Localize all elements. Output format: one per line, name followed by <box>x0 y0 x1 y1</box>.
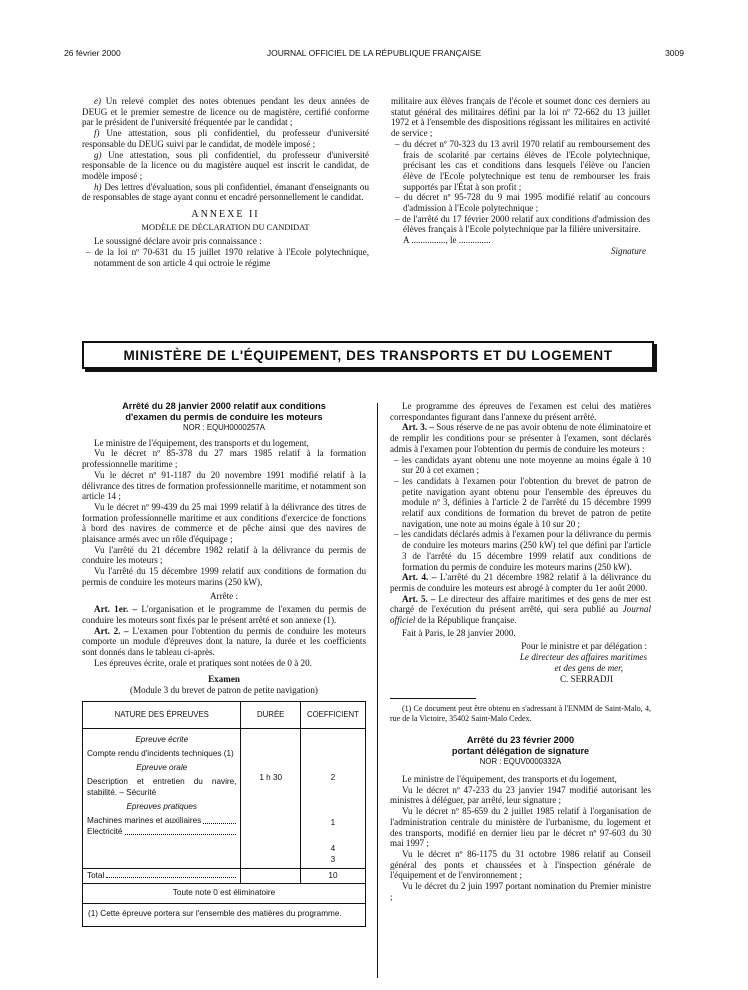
article-2: Art. 2. – L'examen pour l'obtention du permis de conduire les moteurs comporte un module d'épreuves dont la nature, la durée et les coefficients sont donnés dans le tableau ci-après. <box>82 625 366 658</box>
list-item: h) Des lettres d'évaluation, sous pli confidentiel, émanant d'enseignants ou de responsables de stage ayant connu et encadré personnellement le candidat. <box>82 181 369 203</box>
signatory-name: C. SERRADJI <box>559 673 613 684</box>
declaration-dash-item: – de la loi nº 70-631 du 15 juillet 1970 relative à l'Ecole polytechnique, notamment de son article 4 qui octroie le régime <box>86 247 369 268</box>
signed-place-date: Fait à Paris, le 28 janvier 2000. <box>402 627 516 638</box>
visa-line: Le ministre de l'équipement, des transports et du logement, <box>94 437 309 448</box>
table-footnote: (1) Cette épreuve portera sur l'ensemble des matières du programme. <box>83 904 366 927</box>
footnote-rule <box>390 698 476 699</box>
arrete-1-nor: NOR : EQUH0000257A <box>183 423 265 432</box>
table-row <box>83 904 366 927</box>
practical-coef: 4 <box>330 844 336 854</box>
footnote: (1) Ce document peut être obtenu en s'adressant à l'ENMM de Saint-Malo, 4, rue de la Victoire, 35402 Saint-Malo Cedex. <box>390 704 651 723</box>
article-3-dash-item: – les candidats ayant obtenu une note moyenne au moins égale à 10 sur 20 à cet examen ; <box>394 454 651 476</box>
table-row <box>83 728 366 868</box>
table-header-row <box>83 701 366 728</box>
exam-subtitle: (Module 3 du brevet de patron de petite navigation) <box>130 685 318 696</box>
list-item: f) Une attestation, sous pli confidentiel, du professeur d'université responsable du DEUG suivi par le candidat, de modèle imposé ; <box>82 128 370 149</box>
table-cell-duration: 1 h 30 <box>241 728 300 868</box>
practical-section-label: Epreuves pratiques <box>126 802 198 812</box>
article-3: Art. 3. – Sous réserve de ne pas avoir obtenu de note éliminatoire et de remplir les conditions pour se présenter à l'examen, sont déclarés admis à l'examen pour l'obtention du permis de conduire les moteurs : <box>390 422 651 454</box>
signature-line-2: Le directeur des affaires maritimes <box>519 652 647 663</box>
article-3-dash-item: – les candidats à l'examen pour l'obtention du brevet de patron de petite navigation ayant obtenu pour l'ensemble des épreuves du module nº 3, définies à l'article 2 de l'arrêté du 15 décembre 1999 relatif aux conditions de formation du brevet de patron de petite navigation, une note au moins égale à 10 sur 20 ; <box>394 475 651 529</box>
top-right-column <box>391 96 650 257</box>
visa-line: Vu le décret nº 99-439 du 25 mai 1999 relatif à la délivrance des titres de formation professionnelle maritime et aux conditions d'exercice de fonctions à bord des navires de commerce et de pêche ainsi que des navires de plaisance armés avec un rôle d'équipage ; <box>82 501 366 545</box>
practical-coef: 3 <box>330 854 336 864</box>
article-1: Art. 1er. – L'organisation et le programme de l'examen du permis de conduire les moteurs sont fixés par le présent arrêté et son annexe (1). <box>82 604 366 625</box>
arrete-1-title-line-2: d'examen du permis de conduire les moteurs <box>125 411 323 422</box>
column-header-duration: DURÉE <box>241 701 300 728</box>
column-divider <box>377 403 378 978</box>
visa-line: Vu le décret nº 47-233 du 23 janvier 1947 modifié autorisant les ministres à déléguer, par arrêté, leur signature ; <box>390 784 651 806</box>
visa-line: Vu le décret du 2 juin 1997 portant nomination du Premier ministre ; <box>390 881 651 902</box>
written-coef: 2 <box>330 772 336 782</box>
signature-label: Signature <box>610 245 646 256</box>
column-header-coefficient: COEFFICIENT <box>300 701 365 728</box>
arrete-2-nor: NOR : EQUV0000332A <box>479 757 562 767</box>
eliminatory-note: Toute note 0 est éliminatoire <box>83 884 366 904</box>
declaration-dash-item: – du décret nº 95-728 du 9 mai 1995 modifié relatif au concours d'admission à l'Ecole polytechnique ; <box>395 192 650 214</box>
visa-line: Vu le décret nº 85-378 du 27 mars 1985 relatif à la formation professionnelle maritime ; <box>82 448 366 470</box>
arrete-word: Arrête : <box>209 590 239 601</box>
exam-table <box>82 701 366 927</box>
header-page-number: 3009 <box>665 48 684 58</box>
arrete-1-continued <box>390 401 651 902</box>
written-section-label: Epreuve écrite <box>135 734 189 744</box>
declaration-continuation: militaire aux élèves français de l'école et soumet donc ces derniers au statut général des militaires défini par la loi nº 72-662 du 13 juillet 1972 et à l'ensemble des dispositions régissant les militaires en activité de service ; <box>391 96 650 139</box>
visa-line: Vu le décret nº 85-659 du 2 juillet 1985 relatif à l'organisation de l'administration centrale du ministère de l'urbanisme, du logement et des transports, modifié en dernier lieu par le décret nº 97-603 du 30 mai 1997 ; <box>390 806 651 849</box>
programme-note: Le programme des épreuves de l'examen est celui des matières correspondantes figurant dans l'annexe du présent arrêté. <box>390 401 651 422</box>
total-label-cell: Total <box>83 868 241 884</box>
declaration-dash-item: – de l'arrêté du 17 février 2000 relatif aux conditions d'admission des élèves français à l'Ecole polytechnique par la filière universitaire. <box>395 213 650 235</box>
practical-item: Machines marines et auxiliaires <box>87 816 236 827</box>
article-4: Art. 4. – L'arrêté du 21 décembre 1982 relatif à la délivrance du permis de conduire les moteurs est abrogé à compter du 1er août 2000. <box>390 572 651 593</box>
table-row <box>83 868 366 884</box>
signature-block <box>390 641 651 684</box>
table-row <box>83 884 366 904</box>
annex-title: ANNEXE II <box>191 209 260 221</box>
arrete-1 <box>82 401 366 927</box>
declaration-intro: Le soussigné déclare avoir pris connaissance : <box>94 236 262 247</box>
list-item: e) Un relevé complet des notes obtenues pendant les deux années de DEUG et le premier semestre de licence ou de magistère, certifié conforme par le président de l'université fréquentée par le candidat ; <box>82 96 369 128</box>
arrete-1-title-line-1: Arrêté du 28 janvier 2000 relatif aux conditions <box>122 401 326 411</box>
arrete-2-title-line-1: Arrêté du 23 février 2000 <box>466 735 575 746</box>
visa-line: Vu l'arrêté du 21 décembre 1982 relatif à la délivrance du permis de conduire les moteurs ; <box>82 544 366 566</box>
declaration-dash-item: – du décret nº 70-323 du 13 avril 1970 relatif au remboursement des frais de scolarité par certains élèves de l'Ecole polytechnique, précisant les cas et conditions dans lesquels l'élève ou l'ancien élève de l'Ecole polytechnique est tenu de rembourser les frais supportés par l'État à son profit ; <box>395 138 650 192</box>
article-5: Art. 5. – Le directeur des affaire maritimes et des gens de mer est chargé de l'exécution du présent arrêté, qui sera publié au Journal officiel de la République française. <box>390 593 651 626</box>
written-item: Compte rendu d'incidents techniques (1) <box>87 748 234 758</box>
table-cell-coefficients <box>300 728 365 868</box>
visa-line: Vu l'arrêté du 15 décembre 1999 relatif aux conditions de formation du permis de conduire les moteurs marins (250 kW), <box>82 566 366 587</box>
article-3-dash-item: – les candidats déclarés admis à l'examen pour la délivrance du permis de conduire les moteurs marins (250 kW) tel que défini par l'article 3 de l'arrêté du 15 décembre 1999 relatif aux conditions de formation du permis de conduire les moteurs marins (250 kW). <box>394 529 651 572</box>
oral-section-label: Epreuve orale <box>136 763 188 773</box>
signature-line-3: et des gens de mer, <box>554 662 623 673</box>
arrete-2-title-line-2: portant délégation de signature <box>451 745 590 756</box>
table-cell-nature <box>83 728 241 868</box>
total-coef: 10 <box>300 868 365 884</box>
visa-line: Le ministre de l'équipement, des transports et du logement, <box>402 773 617 784</box>
grading-note: Les épreuves écrite, orale et pratiques sont notées de 0 à 20. <box>94 657 312 668</box>
visa-line: Vu le décret nº 91-1187 du 20 novembre 1991 modifié relatif à la délivrance des titres de formation professionnelle maritime, et notamment son article 14 ; <box>82 469 366 502</box>
list-item: g) Une attestation, sous pli confidentiel, du professeur d'université responsable de la licence ou du magistère auquel est inscrit le candidat, de modèle imposé ; <box>82 149 369 181</box>
practical-item: Electricité <box>87 827 236 838</box>
top-left-column <box>82 96 369 269</box>
annex-subtitle: MODÈLE DE DÉCLARATION DU CANDIDAT <box>141 222 310 232</box>
header-date: 26 février 2000 <box>64 48 121 58</box>
signature-line-1: Pour le ministre et par délégation : <box>521 641 647 652</box>
column-header-nature: NATURE DES ÉPREUVES <box>83 701 241 728</box>
place-date-line: A ..............., le .............. <box>403 235 491 246</box>
oral-item: Description et entretien du navire, stabilité. – Sécurité <box>87 776 237 797</box>
header-title: JOURNAL OFFICIEL DE LA RÉPUBLIQUE FRANÇAISE <box>266 48 482 58</box>
ministry-banner: MINISTÈRE DE L'ÉQUIPEMENT, DES TRANSPORTS ET DU LOGEMENT <box>82 341 654 369</box>
visa-line: Vu le décret nº 86-1175 du 31 octobre 1986 relatif au Conseil général des ponts et chaussées et à l'inspection générale de l'équipement et de l'environnement ; <box>390 848 651 881</box>
oral-coef: 1 <box>330 817 336 827</box>
exam-title: Examen <box>208 674 240 685</box>
